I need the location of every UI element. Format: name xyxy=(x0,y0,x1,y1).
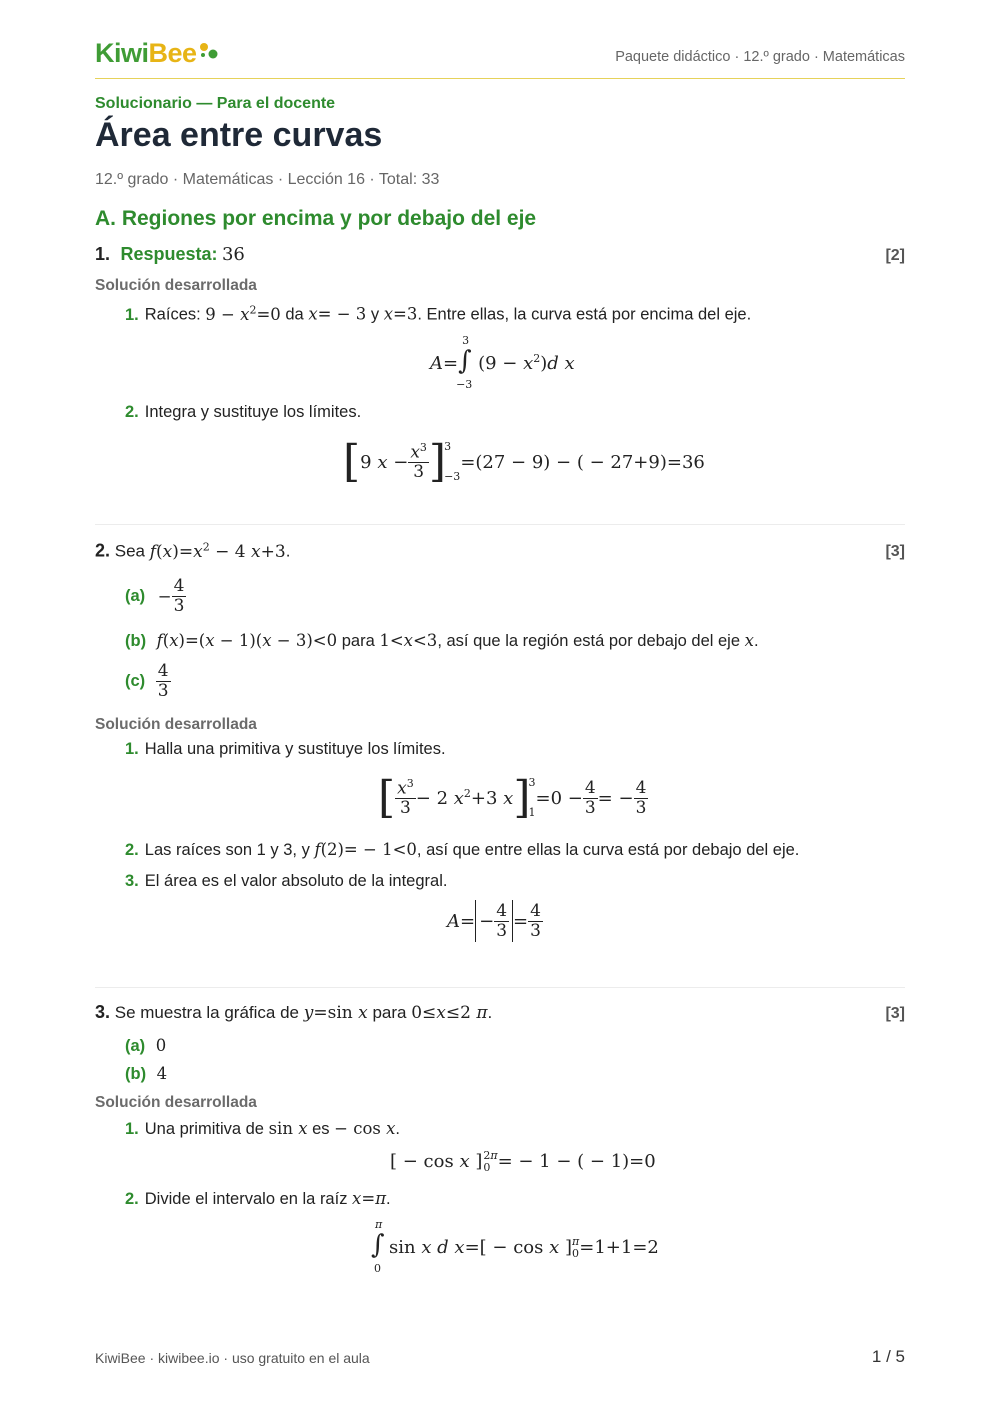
q2-step-2 xyxy=(125,840,799,860)
step-number: 2. xyxy=(125,1190,139,1208)
step-text: Una primitiva de xyxy=(144,1120,264,1138)
question-2-number: 2. xyxy=(95,540,111,561)
question-2-marks: [3] xyxy=(885,543,905,560)
footer-text: KiwiBee · kiwibee.io · uso gratuito en el aula xyxy=(95,1350,370,1366)
kicker: Solucionario — Para el docente xyxy=(95,95,336,112)
solution-label: Solución desarrollada xyxy=(95,1094,257,1111)
page-title: Área entre curvas xyxy=(95,116,383,154)
integral-equation: π ∫ 0 sin x d x=[ − cos x ]π 0=1+1=2 xyxy=(371,1218,659,1275)
question-text: Sea xyxy=(114,541,145,561)
step-text: Integra y sustituye los límites. xyxy=(144,403,362,421)
step-number: 1. xyxy=(125,1120,139,1138)
math-expression: $9 - x^2=0$ xyxy=(205,303,281,324)
question-2: 2. Sea $f(x)=x^2 - 4$ x+3. xyxy=(95,540,291,562)
question-3-marks: [3] xyxy=(885,1005,905,1022)
part-label: (b) xyxy=(125,632,147,650)
question-text: para xyxy=(372,1003,407,1022)
document-meta: Paquete didáctico · 12.º grado · Matemáticas xyxy=(615,49,905,65)
step-number: 1. xyxy=(125,305,139,324)
page xyxy=(95,0,905,1413)
math-expression: x= − 3 xyxy=(308,304,367,324)
divider xyxy=(95,987,905,988)
section-a-heading: A. Regiones por encima y por debajo del eje xyxy=(95,207,537,230)
solution-label: Solución desarrollada xyxy=(95,277,257,294)
math-expression: x=3 xyxy=(383,304,418,324)
antiderivative-evaluation: [ − cos x ]2π 0 = − 1 − ( − 1)=0 xyxy=(390,1149,656,1174)
q2-step-3 xyxy=(125,872,447,891)
part-label: (a) xyxy=(125,1037,146,1055)
evaluation-equation: [ $\frac{x^3}{3}$ − 2 $x^2+3$ x]3 1=0 − $\frac{4}{3}$ = − $\frac{4}{3}$ xyxy=(378,772,647,823)
math-expression: f(2)= − 1<0 xyxy=(314,840,417,859)
answer-value: 36 xyxy=(221,244,245,265)
math-fraction: $\frac{4}{3}$ xyxy=(173,576,185,616)
question-text: Se muestra la gráfica de xyxy=(114,1003,300,1022)
step-number: 3. xyxy=(125,872,139,890)
page-header xyxy=(95,38,905,79)
part-label: (c) xyxy=(125,671,146,690)
q3-step-2: 2. Divide el intervalo en la raíz x=π. xyxy=(125,1189,391,1208)
step-number: 1. xyxy=(125,740,139,758)
part-value: 0 xyxy=(155,1036,167,1055)
step-number: 2. xyxy=(125,841,139,859)
divider xyxy=(95,524,905,525)
q3-step-1: 1. Una primitiva de sin x es − cos x. xyxy=(125,1119,401,1138)
part-text: , así que la región está por debajo del eje xyxy=(437,632,741,650)
solution-label: Solución desarrollada xyxy=(95,716,257,733)
step-text: Divide el intervalo en la raíz xyxy=(144,1190,348,1208)
part-text: para xyxy=(341,632,375,650)
part-label: (b) xyxy=(125,1065,147,1083)
part-value: 4 xyxy=(156,1064,168,1083)
math-expression: sin x xyxy=(268,1119,308,1138)
logo-kiwi-text: Kiwi xyxy=(95,38,149,68)
page-subtitle: 12.º grado · Matemáticas · Lección 16 · Total: 33 xyxy=(95,171,440,188)
step-text: da xyxy=(285,305,304,324)
math-expression: − cos x xyxy=(334,1119,396,1138)
math-expression: 0≤x≤2 π xyxy=(411,1003,488,1023)
math-expression: f(x)=(x − 1)(x − 3)<0 xyxy=(156,631,338,650)
step-text: Halla una primitiva y sustituye los límites. xyxy=(144,740,446,758)
kiwibee-logo xyxy=(95,38,197,69)
math-expression: x=π xyxy=(352,1189,387,1208)
integral-equation: A= 3 ∫ −3 $(9 - x^2)d$ x xyxy=(430,334,575,391)
math-expression: $f(x)=x^2 - 4$ x+3 xyxy=(149,540,286,562)
step-text: y xyxy=(370,305,380,324)
math-expression: y=sin x xyxy=(303,1003,368,1023)
step-number: 2. xyxy=(125,403,139,421)
question-1 xyxy=(95,244,245,265)
q1-step-1 xyxy=(125,303,751,325)
question-3-number: 3. xyxy=(95,1002,111,1022)
q2-step-1 xyxy=(125,740,446,759)
step-text: Las raíces son 1 y 3, y xyxy=(144,841,310,859)
logo-dots-icon xyxy=(199,42,219,60)
evaluation-equation: [9 x − $\frac{x^3}{3}$ ]3 −3=(27 − 9) − ( − 27+9)=36 xyxy=(343,436,705,487)
step-text: , así que entre ellas la curva está por debajo del eje. xyxy=(416,841,800,859)
question-3: 3. Se muestra la gráfica de y=sin x para 0≤x≤2 π. xyxy=(95,1002,493,1023)
math-fraction: $\frac{4}{3}$ xyxy=(157,661,169,701)
q3-part-b xyxy=(125,1064,167,1084)
question-1-number: 1. xyxy=(95,244,111,264)
q2-part-c xyxy=(125,662,171,700)
q2-part-a: (a) − $\frac{4}{3}$ xyxy=(125,576,185,616)
logo-bee-text: Bee xyxy=(148,38,197,68)
page-number: 1 / 5 xyxy=(871,1347,905,1366)
part-label: (a) xyxy=(125,586,146,605)
q3-part-a xyxy=(125,1036,166,1056)
step-text: . Entre ellas, la curva está por encima del eje. xyxy=(417,305,752,324)
math-expression: 1<x<3 xyxy=(379,631,438,650)
q2-part-b: (b) f(x)=(x − 1)(x − 3)<0 para 1<x<3, así que la región está por debajo del eje x. xyxy=(125,631,759,650)
q1-step-2 xyxy=(125,403,361,422)
question-1-marks: [2] xyxy=(885,247,905,264)
absolute-value-equation: A=− $\frac{4}{3}$ = $\frac{4}{3}$ xyxy=(447,901,541,941)
step-text: El área es el valor absoluto de la integral. xyxy=(144,872,448,890)
step-text: Raíces: xyxy=(144,305,201,324)
answer-label: Respuesta: xyxy=(120,244,218,264)
step-text: es xyxy=(312,1120,330,1138)
